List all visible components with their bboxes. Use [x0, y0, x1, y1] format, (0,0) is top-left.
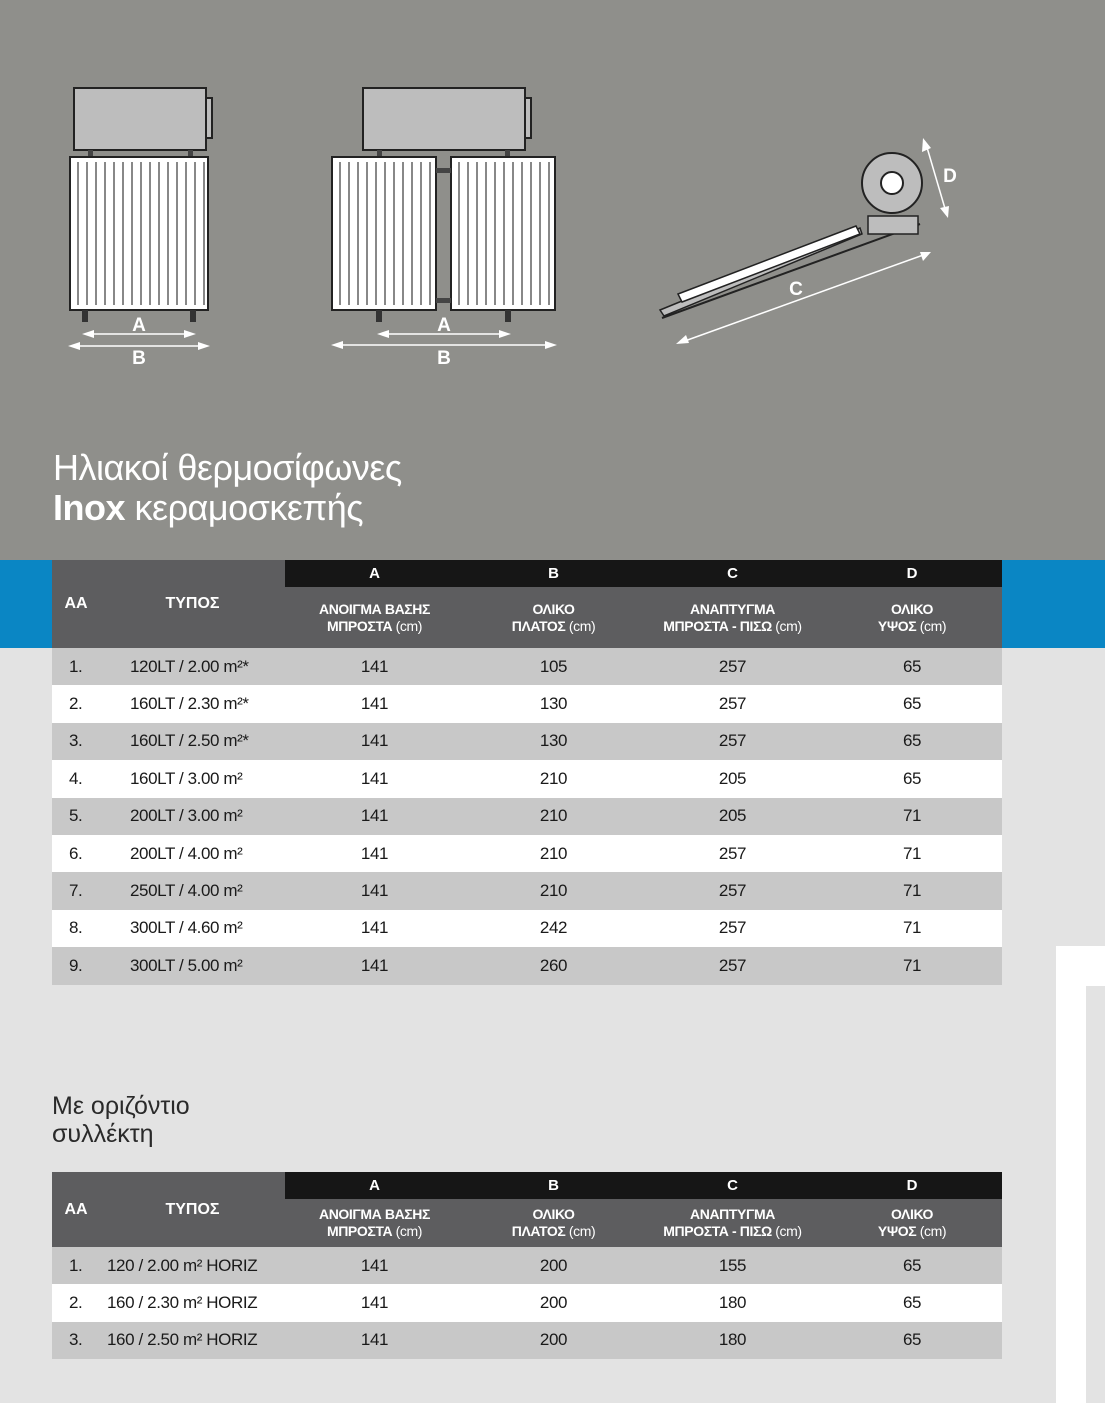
table-row: 9. 300LT / 5.00 m² 141 260 257 71 — [52, 947, 1002, 984]
col-type: ΤΥΠΟΣ — [100, 560, 285, 648]
page-edge-tab-inner — [1086, 986, 1105, 1403]
col-header-d: ΟΛΙΚΟ ΥΨΟΣ (cm) — [822, 587, 1002, 648]
table-row: 6. 200LT / 4.00 m² 141 210 257 71 — [52, 835, 1002, 872]
col-header-b: ΟΛΙΚΟ ΠΛΑΤΟΣ (cm) — [464, 587, 643, 648]
col-header-a: ΑΝΟΙΓΜΑ ΒΑΣΗΣ ΜΠΡΟΣΤΑ (cm) — [285, 587, 464, 648]
double-collector-diagram — [325, 80, 565, 380]
title-inox: Inox — [53, 487, 126, 528]
col-type-2: ΤΥΠΟΣ — [100, 1172, 285, 1247]
table-row: 3. 160 / 2.50 m² HORIZ 141 200 180 65 — [52, 1322, 1002, 1359]
title-line-1: Ηλιακοί θερμοσίφωνες — [53, 447, 402, 488]
label-c: C — [789, 279, 803, 300]
label-b-1: B — [132, 348, 146, 369]
col-aa-2: AA — [52, 1172, 100, 1247]
blue-band-left — [0, 560, 52, 648]
title-line-2 — [53, 488, 402, 528]
col-letter-d-2: D — [822, 1172, 1002, 1199]
table-row: 7. 250LT / 4.00 m² 141 210 257 71 — [52, 872, 1002, 909]
col-letter-c-2: C — [643, 1172, 822, 1199]
col-letter-c: C — [643, 560, 822, 587]
table-row: 3. 160LT / 2.50 m²* 141 130 257 65 — [52, 723, 1002, 760]
col-letter-a-2: A — [285, 1172, 464, 1199]
table-row: 1. 120 / 2.00 m² HORIZ 141 200 155 65 — [52, 1247, 1002, 1284]
subtitle-line-1: Με οριζόντιο — [52, 1092, 190, 1120]
title-rest: κεραμοσκεπής — [125, 487, 364, 528]
col-header-b-2: ΟΛΙΚΟ ΠΛΑΤΟΣ (cm) — [464, 1199, 643, 1247]
col-header-d-2: ΟΛΙΚΟ ΥΨΟΣ (cm) — [822, 1199, 1002, 1247]
subtitle-line-2: συλλέκτη — [52, 1120, 154, 1148]
col-letter-b: B — [464, 560, 643, 587]
label-d: D — [943, 166, 957, 187]
col-letter-b-2: B — [464, 1172, 643, 1199]
label-a-1: A — [132, 315, 146, 336]
col-header-a-2: ΑΝΟΙΓΜΑ ΒΑΣΗΣ ΜΠΡΟΣΤΑ (cm) — [285, 1199, 464, 1247]
table-row: 1. 120LT / 2.00 m²* 141 105 257 65 — [52, 648, 1002, 685]
table-row: 4. 160LT / 3.00 m² 141 210 205 65 — [52, 760, 1002, 797]
table-row: 5. 200LT / 3.00 m² 141 210 205 71 — [52, 798, 1002, 835]
label-b-2: B — [437, 348, 451, 369]
col-aa: AA — [52, 560, 100, 648]
side-view-diagram — [650, 130, 980, 360]
label-a-2: A — [437, 315, 451, 336]
table-row: 2. 160 / 2.30 m² HORIZ 141 200 180 65 — [52, 1284, 1002, 1321]
table-row: 8. 300LT / 4.60 m² 141 242 257 71 — [52, 910, 1002, 947]
page-title — [53, 448, 402, 528]
spec-table-2 — [52, 1172, 1002, 1359]
single-collector-diagram — [60, 80, 230, 380]
col-header-c-2: ΑΝΑΠΤΥΓΜΑ ΜΠΡΟΣΤΑ - ΠΙΣΩ (cm) — [643, 1199, 822, 1247]
spec-table-1 — [52, 560, 1002, 985]
table-row: 2. 160LT / 2.30 m²* 141 130 257 65 — [52, 685, 1002, 722]
blue-band-right — [1002, 560, 1105, 648]
col-letter-a: A — [285, 560, 464, 587]
section-subtitle — [52, 1092, 190, 1148]
col-letter-d: D — [822, 560, 1002, 587]
col-header-c: ΑΝΑΠΤΥΓΜΑ ΜΠΡΟΣΤΑ - ΠΙΣΩ (cm) — [643, 587, 822, 648]
